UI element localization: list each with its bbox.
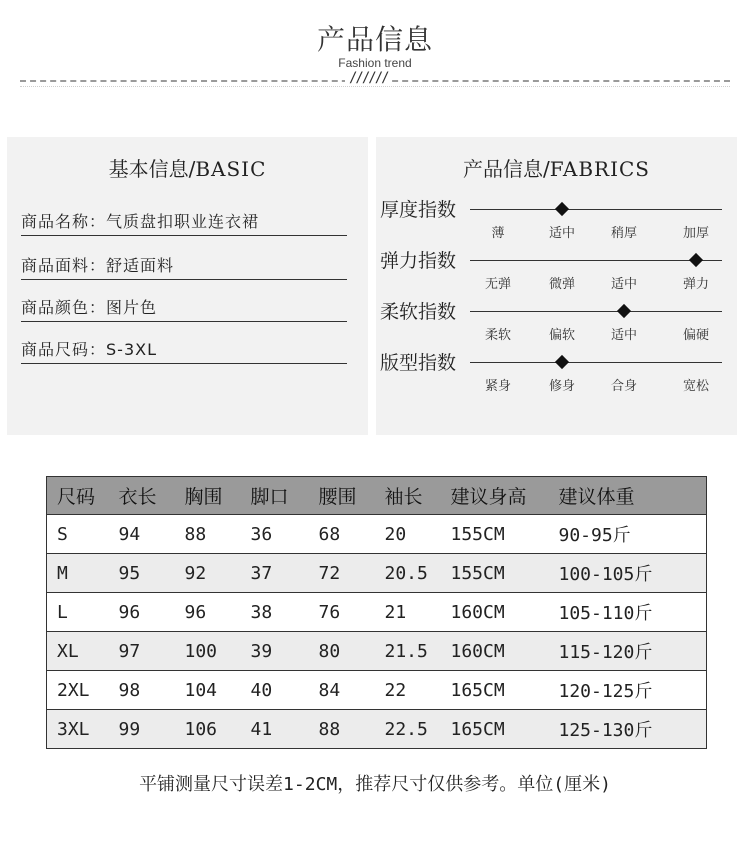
table-cell: 165CM xyxy=(450,679,505,701)
table-cell: 72 xyxy=(309,554,375,593)
table-cell: 104 xyxy=(184,679,218,701)
fabrics-info-title xyxy=(376,153,737,182)
info-label: 商品颜色： xyxy=(21,298,107,317)
table-cell: 84 xyxy=(318,679,341,701)
index-marker-diamond xyxy=(689,253,703,267)
measurement-footnote: 平铺测量尺寸误差1-2CM，推荐尺寸仅供参考。单位(厘米) xyxy=(139,774,611,795)
index-option: 紧身 xyxy=(484,379,511,394)
size-table-header xyxy=(47,477,707,515)
header-sleeve: 袖长 xyxy=(375,477,441,515)
index-option: 无弹 xyxy=(484,277,511,292)
table-cell: 80 xyxy=(309,632,375,671)
table-cell: 20.5 xyxy=(375,554,441,593)
info-label: 商品名称： xyxy=(21,212,107,231)
index-option: 偏硬 xyxy=(682,328,709,343)
table-row xyxy=(47,671,707,710)
table-cell: 94 xyxy=(118,523,141,545)
index-option: 稍厚 xyxy=(610,226,637,241)
index-option: 微弹 xyxy=(548,277,575,292)
info-row-color xyxy=(21,295,347,322)
table-cell: 68 xyxy=(318,523,341,545)
index-label: 弹力指数 xyxy=(380,250,457,272)
index-scale-line xyxy=(470,311,722,312)
fabrics-title-en: FABRICS xyxy=(549,157,650,181)
table-cell: 88 xyxy=(309,710,375,749)
index-option: 柔软 xyxy=(484,328,511,343)
info-row-size xyxy=(21,337,347,364)
slash-decoration: ////// xyxy=(345,70,392,86)
table-row xyxy=(47,515,707,554)
index-option: 适中 xyxy=(610,277,637,292)
table-cell: 21.5 xyxy=(375,632,441,671)
fabrics-info-panel xyxy=(376,137,737,435)
table-cell: 99 xyxy=(109,710,175,749)
table-row xyxy=(47,554,707,593)
table-row xyxy=(47,593,707,632)
page-subtitle: Fashion trend xyxy=(338,56,412,70)
table-cell: 106 xyxy=(175,710,241,749)
info-value: 图片色 xyxy=(106,298,158,317)
table-cell: 98 xyxy=(118,679,141,701)
header-height: 建议身高 xyxy=(441,477,549,515)
table-cell: 20 xyxy=(384,523,407,545)
table-cell: 125-130斤 xyxy=(549,710,707,749)
table-cell: 3XL xyxy=(47,710,109,749)
table-row xyxy=(47,710,707,749)
index-label: 版型指数 xyxy=(380,352,457,374)
table-cell: 96 xyxy=(184,601,207,623)
index-marker-diamond xyxy=(555,355,569,369)
info-value: 舒适面料 xyxy=(106,256,175,275)
table-cell: 2XL xyxy=(57,679,90,701)
table-cell: S xyxy=(57,523,68,545)
basic-info-title xyxy=(7,153,368,182)
index-option: 薄 xyxy=(491,226,505,241)
table-cell: 105-110斤 xyxy=(558,603,653,624)
index-scale-line xyxy=(470,260,722,261)
basic-title-cn: 基本信息/ xyxy=(108,157,196,181)
table-cell: 22 xyxy=(384,679,407,701)
header-weight: 建议体重 xyxy=(549,477,707,515)
table-cell: 155CM xyxy=(441,554,549,593)
table-cell: 165CM xyxy=(441,710,549,749)
table-cell: 38 xyxy=(250,601,273,623)
index-option: 适中 xyxy=(548,226,575,241)
table-cell: XL xyxy=(47,632,109,671)
table-cell: 37 xyxy=(241,554,309,593)
table-cell: 100-105斤 xyxy=(549,554,707,593)
table-cell: 41 xyxy=(241,710,309,749)
info-label: 商品尺码： xyxy=(21,340,107,359)
table-cell: 39 xyxy=(241,632,309,671)
table-cell: 22.5 xyxy=(375,710,441,749)
index-option: 适中 xyxy=(610,328,637,343)
basic-title-en: BASIC xyxy=(195,157,267,181)
index-option: 弹力 xyxy=(682,277,709,292)
header-bust: 胸围 xyxy=(175,477,241,515)
table-cell: 120-125斤 xyxy=(558,681,653,702)
table-row xyxy=(47,632,707,671)
table-cell: 115-120斤 xyxy=(549,632,707,671)
table-cell: 92 xyxy=(175,554,241,593)
index-option: 合身 xyxy=(610,379,637,394)
table-cell: 90-95斤 xyxy=(558,525,631,546)
table-cell: 76 xyxy=(318,601,341,623)
info-row-name xyxy=(21,209,347,236)
index-option: 偏软 xyxy=(548,328,575,343)
info-value: 气质盘扣职业连衣裙 xyxy=(106,212,260,231)
table-cell: L xyxy=(57,601,68,623)
info-label: 商品面料： xyxy=(21,256,107,275)
table-cell: 100 xyxy=(175,632,241,671)
header-waist: 腰围 xyxy=(309,477,375,515)
table-cell: 21 xyxy=(384,601,407,623)
index-marker-diamond xyxy=(555,202,569,216)
index-option: 修身 xyxy=(548,379,575,394)
index-option: 加厚 xyxy=(682,226,709,241)
table-cell: 40 xyxy=(250,679,273,701)
header-divider-dotted xyxy=(20,86,730,87)
index-scale-line xyxy=(470,362,722,363)
index-label: 柔软指数 xyxy=(380,301,457,323)
table-cell: 96 xyxy=(118,601,141,623)
index-label: 厚度指数 xyxy=(380,199,457,221)
table-cell: 88 xyxy=(184,523,207,545)
basic-info-panel xyxy=(7,137,368,435)
table-cell: 97 xyxy=(109,632,175,671)
table-cell: 160CM xyxy=(441,632,549,671)
index-scale-line xyxy=(470,209,722,210)
info-row-fabric xyxy=(21,253,347,280)
info-value: S-3XL xyxy=(106,340,157,359)
index-marker-diamond xyxy=(617,304,631,318)
fabrics-title-cn: 产品信息/ xyxy=(463,157,550,181)
header-length: 衣长 xyxy=(109,477,175,515)
header-size: 尺码 xyxy=(47,477,109,515)
table-cell: 155CM xyxy=(450,523,505,545)
table-cell: 160CM xyxy=(450,601,505,623)
size-table xyxy=(46,476,707,749)
table-cell: M xyxy=(47,554,109,593)
page-title: 产品信息 xyxy=(316,23,433,56)
table-cell: 95 xyxy=(109,554,175,593)
header-hem: 脚口 xyxy=(241,477,309,515)
table-cell: 36 xyxy=(250,523,273,545)
index-option: 宽松 xyxy=(682,379,709,394)
